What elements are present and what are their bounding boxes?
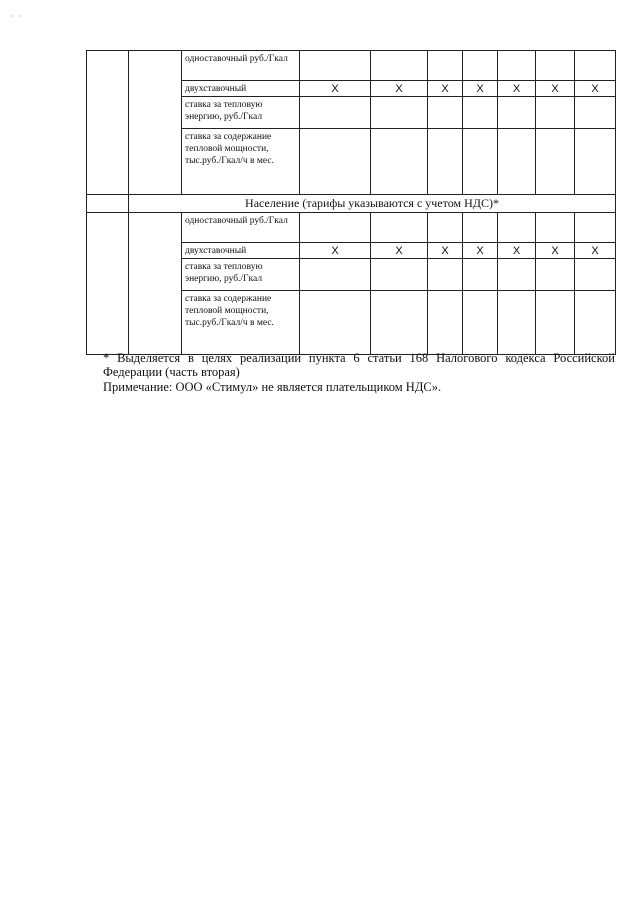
- x-mark: Х: [498, 81, 536, 97]
- blank-cell: [87, 195, 129, 213]
- table-row-one-rate: [87, 51, 616, 81]
- x-mark: Х: [300, 243, 371, 259]
- x-mark: Х: [371, 243, 428, 259]
- blank-cell: [87, 213, 129, 355]
- x-mark: Х: [428, 81, 463, 97]
- footnote-vat: * Выделяется в целях реализации пункта 6 статьи 168 Налогового кодекса Российской: [103, 351, 615, 365]
- tariff-table: [86, 50, 616, 355]
- x-mark: Х: [371, 81, 428, 97]
- x-mark: Х: [575, 81, 616, 97]
- blank-cell: [129, 213, 182, 355]
- x-mark: Х: [498, 243, 536, 259]
- blank-cell: [129, 51, 182, 195]
- row-label-energy-rate: ставка за тепловую энергию, руб./Гкал: [182, 259, 300, 291]
- row-label-one-rate: одноставочный руб./Гкал: [182, 51, 300, 81]
- row-label-capacity-rate: ставка за содержание тепловой мощности, тыс.руб./Гкал/ч в мес.: [182, 291, 300, 355]
- row-label-two-rate: двухставочный: [182, 81, 300, 97]
- blank-cell: [87, 51, 129, 195]
- x-mark: Х: [463, 81, 498, 97]
- x-mark: Х: [536, 81, 575, 97]
- x-mark: Х: [463, 243, 498, 259]
- note: Примечание: ООО «Стимул» не является плательщиком НДС».: [103, 380, 442, 394]
- footnote-vat-continued: Федерации (часть вторая): [103, 365, 240, 379]
- x-mark: Х: [536, 243, 575, 259]
- row-label-energy-rate: ставка за тепловую энергию, руб./Гкал: [182, 97, 300, 129]
- x-mark: Х: [575, 243, 616, 259]
- x-mark: Х: [428, 243, 463, 259]
- section-title: Население (тарифы указываются с учетом НДС)*: [129, 195, 616, 213]
- row-label-two-rate: двухставочный: [182, 243, 300, 259]
- footnotes: [103, 351, 615, 394]
- row-label-one-rate: одноставочный руб./Гкал: [182, 213, 300, 243]
- scan-mark: · ·: [10, 12, 24, 21]
- section-row: [87, 195, 616, 213]
- table-row-one-rate: [87, 213, 616, 243]
- x-mark: Х: [300, 81, 371, 97]
- row-label-capacity-rate: ставка за содержание тепловой мощности, тыс.руб./Гкал/ч в мес.: [182, 129, 300, 195]
